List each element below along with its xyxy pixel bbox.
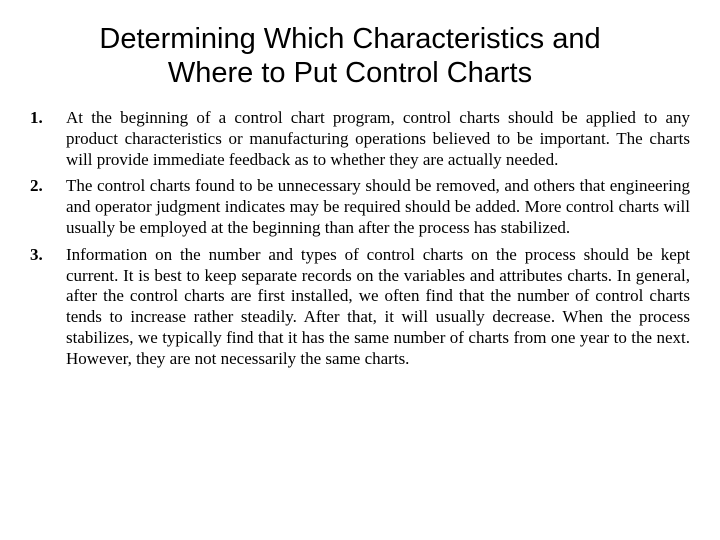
list-item-1: [30, 108, 690, 170]
slide-title: [0, 22, 700, 90]
item-text: The control charts found to be unnecessary should be removed, and others that engineering and operator judgment indicates may be required should be added. More control charts will usually be employed at the beginning than after the process has stabilized.: [66, 176, 690, 237]
item-number: 1.: [30, 108, 43, 127]
item-text: At the beginning of a control chart program, control charts should be applied to any product characteristics or manufacturing operations believed to be important. The charts will provide immediate feedback as to whether they are actually needed.: [66, 108, 690, 169]
numbered-list: [30, 108, 690, 376]
list-item-2: [30, 176, 690, 238]
item-text: Information on the number and types of control charts on the process should be kept current. It is best to keep separate records on the variables and attributes charts. In general, after the control charts are first installed, we often find that the number of control charts tends to increase rather steadily. After that, it will usually decrease. When the process stabilizes, we typically find that it has the same number of charts from one year to the next. However, they are not necessarily the same charts.: [66, 244, 690, 368]
list-item-3: [30, 245, 690, 370]
title-line-1: Determining Which Characteristics and: [99, 23, 601, 55]
item-number: 3.: [30, 244, 43, 264]
title-line-2: Where to Put Control Charts: [167, 57, 533, 89]
item-number: 2.: [30, 176, 43, 196]
